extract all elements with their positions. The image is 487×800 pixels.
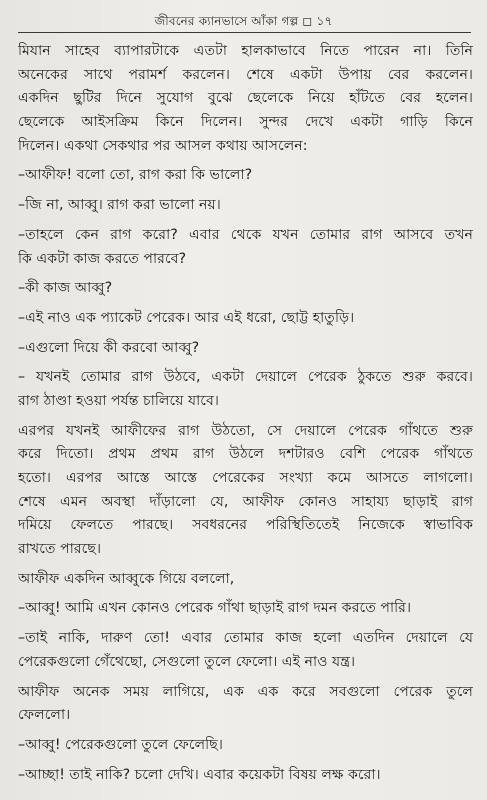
dialogue-line: [18, 277, 473, 301]
text-line: দমিয়ে ফেলতে পারছে। সবধরনের পরিস্থিতিতেই নিজেকে স্বাভাবিক: [18, 517, 473, 534]
dialogue-line: [18, 224, 473, 271]
text-line: –তাই নাকি, দারুণ তো! এবার তোমার কাজ হলো এতদিন দেয়ালে যে: [18, 630, 473, 647]
dialogue-line: [18, 734, 473, 758]
running-title: জীবনের ক্যানভাসে আঁকা গল্প ◻ ১৭: [154, 14, 333, 28]
text-line: এরপর যখনই আফীফের রাগ উঠতো, সে দেয়ালে পেরেক গাঁথতে শুরু: [18, 422, 473, 439]
text-line: আফীফ অনেক সময় লাগিয়ে, এক এক করে সবগুলো পেরেক তুলে: [18, 683, 473, 700]
dialogue-line: [18, 764, 473, 788]
text-line: হতো। এরপর আস্তে আস্তে পেরেকের সংখ্যা কমে আসতে লাগলো।: [18, 470, 473, 486]
paragraph: [18, 681, 473, 728]
dialogue-line: [18, 164, 473, 188]
text-line: –এগুলো দিয়ে কী করবো আব্বু?: [18, 339, 200, 356]
text-line: – যখনই তোমার রাগ উঠবে, একটা দেয়ালে পেরেক ঠুকতে শুরু করবে।: [18, 369, 473, 386]
dialogue-line: [18, 337, 473, 361]
text-line: –আব্বু! আমি এখন কোনও পেরেক গাঁথা ছাড়াই রাগ দমন করতে পারি।: [18, 600, 412, 617]
paragraph: [18, 40, 473, 158]
text-line: ছেলেকে আইসক্রিম কিনে দিলেন। সুন্দর দেখে একটা গাড়ি কিনে: [18, 114, 473, 131]
text-line: মিযান সাহেব ব্যাপারটাকে এতটা হালকাভাবে নিতে পারেন না। তিনি: [18, 43, 473, 59]
text-line: রাগ ঠাণ্ডা হওয়া পর্যন্ত চালিয়ে যাবে।: [18, 392, 219, 409]
text-line: অনেকের সাথে পরামর্শ করলেন। শেষে একটা উপায় বের করলেন।: [18, 66, 473, 83]
text-line: করে দিতো। প্রথম প্রথম রাগ উঠলে দশটারও বেশি পেরেক গাঁথতে: [18, 446, 473, 463]
text-line: –এই নাও এক প্যাকেট পেরেক। আর এই ধরো, ছোট্ট হাতুড়ি।: [18, 309, 355, 326]
text-line: –আচ্ছা! তাই নাকি? চলো দেখি। এবার কয়েকটা বিষয় লক্ষ করো।: [18, 766, 381, 783]
text-line: –কী কাজ আব্বু?: [18, 280, 113, 297]
paragraph: [18, 568, 473, 592]
dialogue-line: [18, 366, 473, 413]
dialogue-line: [18, 597, 473, 621]
dialogue-line: [18, 307, 473, 331]
text-line: আফীফ একদিন আব্বুকে গিয়ে বললো,: [18, 570, 235, 587]
text-line: দিলেন। একথা সেকথার পর আসল কথায় আসলেন:: [18, 137, 308, 154]
dialogue-line: [18, 627, 473, 674]
header-rule: [18, 32, 471, 33]
text-line: –আফীফ! বলো তো, রাগ করা কি ভালো?: [18, 167, 253, 184]
text-line: ফেললো।: [18, 707, 71, 724]
text-line: শেষে এমন অবস্থা দাঁড়ালো যে, আফীফ কোনও সাহায্য ছাড়াই রাগ: [18, 493, 473, 510]
page-header: [0, 10, 487, 33]
paragraph: [18, 420, 473, 562]
dialogue-line: [18, 194, 473, 218]
text-line: পেরেকগুলো গেঁথেছো, সেগুলো তুলে ফেলো। এই নাও যন্ত্র।: [18, 653, 356, 670]
text-line: রাখতে পারছে।: [18, 541, 102, 558]
text-line: একদিন ছুটির দিনে সুযোগ বুঝে ছেলেকে নিয়ে হাঁটতে বের হলেন।: [18, 90, 473, 107]
text-line: –জি না, আব্বু। রাগ করা ভালো নয়।: [18, 197, 221, 214]
text-line: কি একটা কাজ করতে পারবে?: [18, 250, 187, 267]
page-body: [18, 40, 473, 787]
text-line: –আব্বু! পেরেকগুলো তুলে ফেলেছি।: [18, 736, 223, 753]
text-line: –তাহলে কেন রাগ করো? এবার থেকে যখন তোমার রাগ আসবে তখন: [18, 226, 473, 243]
